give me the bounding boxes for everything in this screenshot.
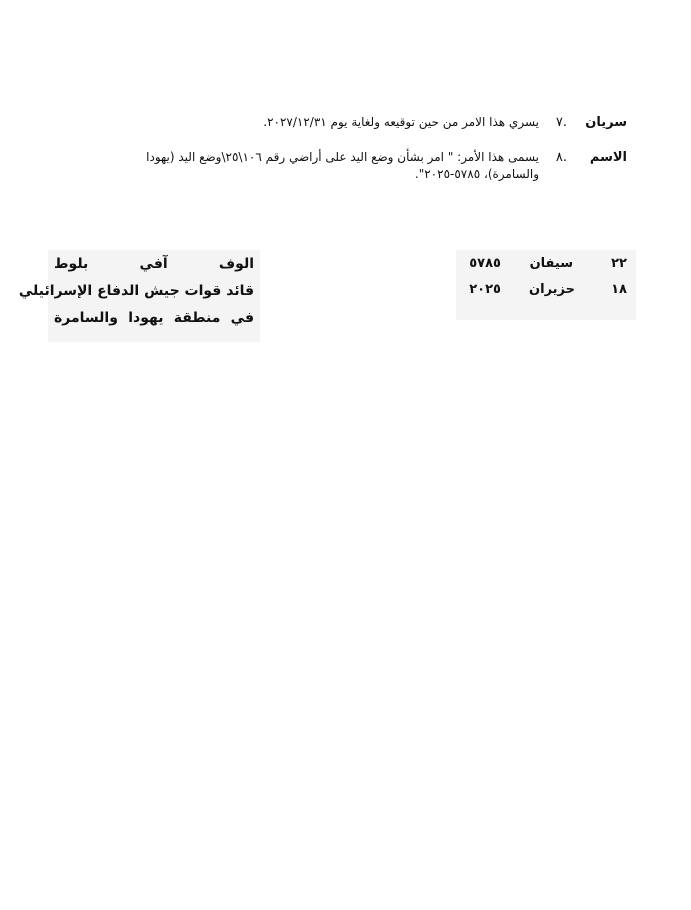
hebrew-date-month: سيفان: [529, 256, 573, 271]
clause-8-number: ٨.: [555, 150, 567, 165]
signatory-title-line1: قائد قوات جيش الدفاع الإسرائيلي: [18, 283, 254, 299]
gregorian-date-month: حزيران: [529, 282, 575, 297]
hebrew-date-year: ٥٧٨٥: [469, 256, 501, 271]
gregorian-date-day: ١٨: [611, 282, 627, 297]
gregorian-date-year: ٢٠٢٥: [469, 282, 501, 297]
clause-8-heading: الاسم: [589, 150, 627, 165]
clause-7-heading: سريان: [585, 115, 627, 130]
signatory-title-line2: في منطقة يهودا والسامرة: [54, 310, 254, 326]
hebrew-date-day: ٢٢: [611, 256, 627, 271]
clause-7-text: يسري هذا الامر من حين توقيعه ولغاية يوم ٢٠٢٧/١٢/٣١.: [263, 115, 539, 129]
signatory-name: الوف آفي بلوط: [54, 256, 254, 272]
clause-7-number: ٧.: [555, 115, 567, 130]
clause-8-text: يسمى هذا الأمر: " امر بشأن وضع اليد على أراضي رقم ١٠٦\٢٥\وضع اليد (يهودا والسامرة)، ٥٧٨٥-٢٠٢٥".: [146, 150, 539, 181]
